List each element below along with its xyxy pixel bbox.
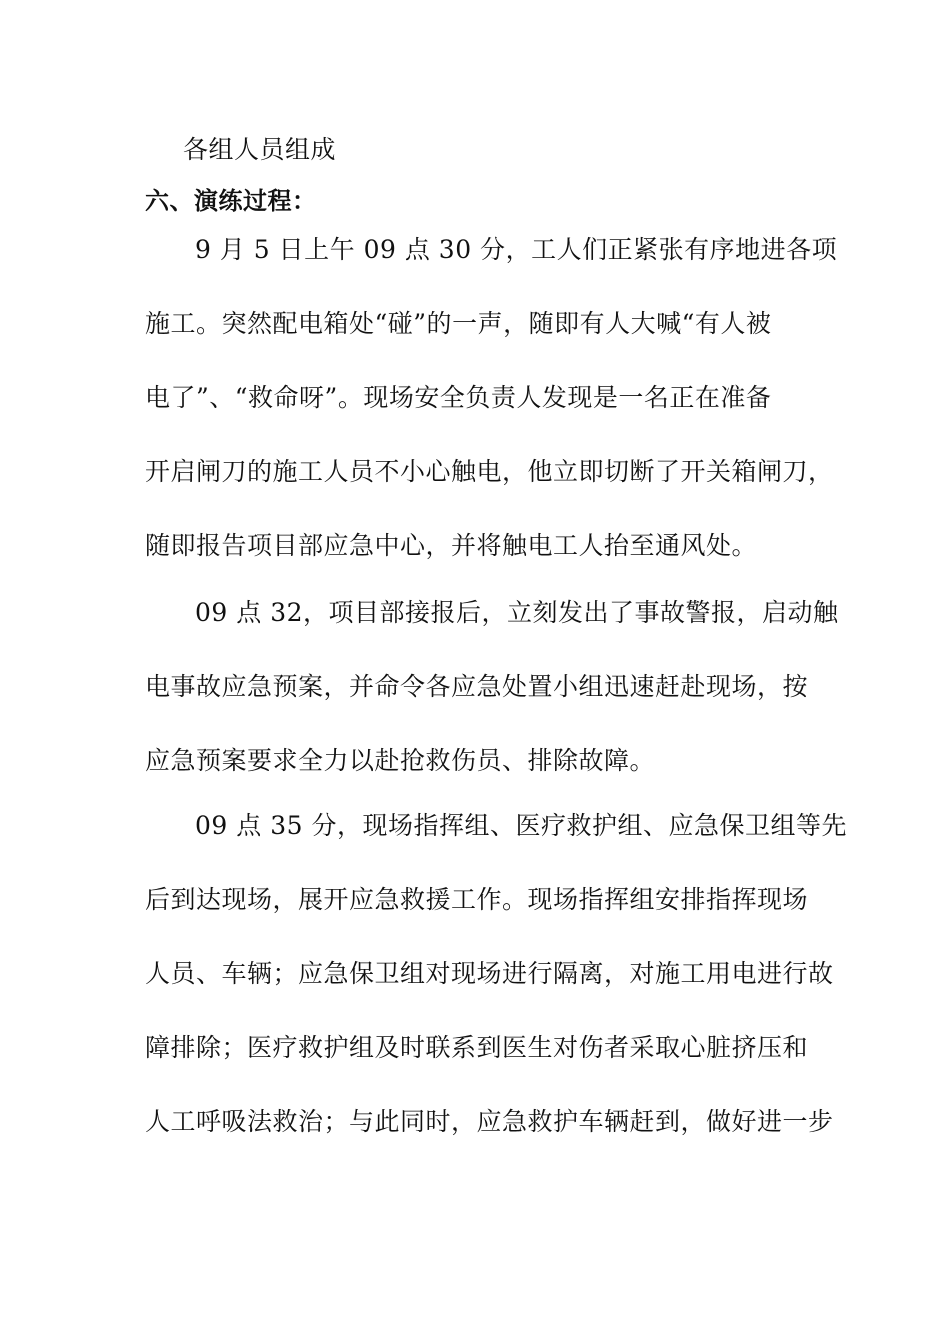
- section-heading: 六、演练过程：: [145, 187, 317, 215]
- paragraph-line: 后到达现场，展开应急救援工作。现场指挥组安排指挥现场: [145, 885, 809, 914]
- paragraph-line: 电事故应急预案，并命令各应急处置小组迅速赶赴现场，按: [145, 672, 809, 701]
- paragraph-line: 随即报告项目部应急中心，并将触电工人抬至通风处。: [145, 531, 758, 560]
- paragraph-line: 09 点 32，项目部接报后，立刻发出了事故警报，启动触: [195, 598, 839, 627]
- paragraph-line: 施工。突然配电箱处“碰”的一声，随即有人大喊“有人被: [145, 309, 772, 338]
- paragraph-line: 应急预案要求全力以赴抢救伤员、排除故障。: [145, 746, 656, 775]
- paragraph-line: 09 点 35 分，现场指挥组、医疗救护组、应急保卫组等先: [195, 811, 847, 840]
- paragraph-line: 障排除；医疗救护组及时联系到医生对伤者采取心脏挤压和: [145, 1033, 809, 1062]
- paragraph-line: 9 月 5 日上午 09 点 30 分，工人们正紧张有序地进各项: [195, 235, 838, 264]
- paragraph-line: 开启闸刀的施工人员不小心触电，他立即切断了开关箱闸刀，: [145, 457, 834, 486]
- paragraph-line: 人员、车辆；应急保卫组对现场进行隔离，对施工用电进行故: [145, 959, 834, 988]
- section-subtitle: 各组人员组成: [183, 135, 337, 164]
- paragraph-line: 人工呼吸法救治；与此同时，应急救护车辆赶到，做好进一步: [145, 1107, 834, 1136]
- paragraph-line: 电了”、“救命呀”。现场安全负责人发现是一名正在准备: [145, 383, 772, 412]
